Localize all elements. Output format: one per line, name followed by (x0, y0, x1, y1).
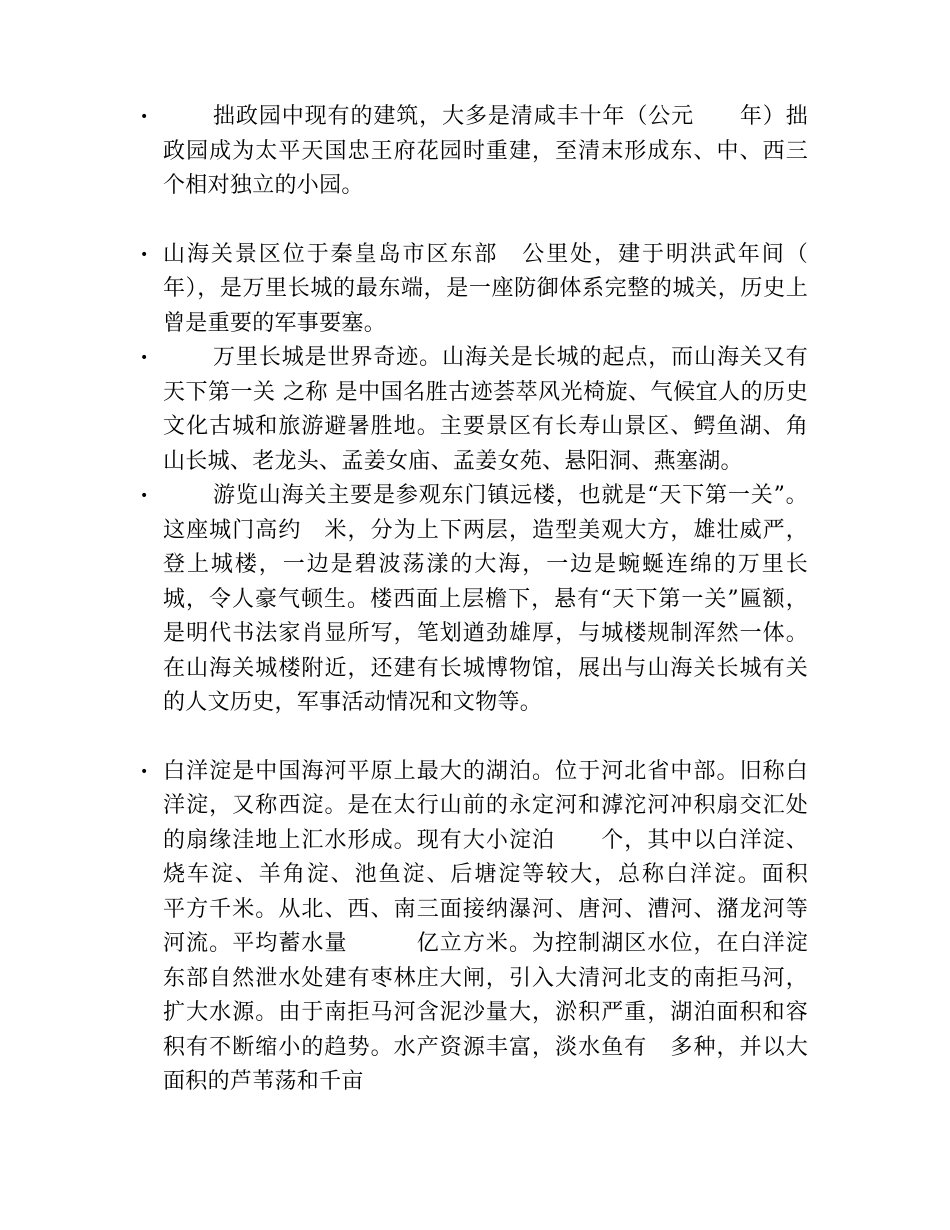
bullet-icon: • (140, 246, 149, 263)
list-item-zhenyuan-tower (0, 479, 808, 721)
bullet-icon: • (140, 350, 149, 366)
list-item-great-wall (0, 341, 808, 479)
paragraph-text: 游览山海关主要是参观东门镇远楼，也就是“天下第一关”。这座城门高约 米，分为上下两层，造型美观大方，雄壮威严，登上城楼，一边是碧波荡漾的大海，一边是蜿蜒连绵的万里长城，令人豪气顿生。楼西面上层檐下，悬有“天下第一关”匾额，是明代书法家肖显所写，笔划遒劲雄厚，与城楼规制浑然一体。在山海关城楼附近，还建有长城博物馆，展出与山海关长城有关的人文历史，军事活动情况和文物等。 (163, 483, 808, 715)
bullet-icon: • (140, 488, 149, 504)
list-item-shanhaiguan-scenic (0, 238, 853, 342)
paragraph-text: 白洋淀是中国海河平原上最大的湖泊。位于河北省中部。旧称白洋淀，又称西淀。是在太行山前的永定河和滹沱河冲积扇交汇处的扇缘洼地上汇水形成。现有大小淀泊 个，其中以白洋淀、烧车淀、羊角淀、池鱼淀、后塘淀等较大，总称白洋淀。面积 平方千米。从北、西、南三面接纳瀑河、唐河、漕河、潴龙河等河流。平均蓄水量 亿立方米。为控制湖区水位，在白洋淀东部自然泄水处建有枣林庄大闸，引入大清河北支的南拒马河，扩大水源。由于南拒马河含泥沙量大，淤积严重，湖泊面积和容积有不断缩小的趋势。水产资源丰富，淡水鱼有 多种，并以大面积的芦苇荡和千亩 (163, 758, 875, 1094)
list-item-baiyangdian (0, 755, 875, 1100)
paragraph-text: 山海关景区位于秦皇岛市区东部 公里处，建于明洪武年间（ 年），是万里长城的最东端，是一座防御体系完整的城关，历史上曾是重要的军事要塞。 (163, 241, 853, 336)
bullet-icon: • (140, 109, 149, 125)
paragraph-text: 万里长城是世界奇迹。山海关是长城的起点，而山海关又有 天下第一关 之称 是中国名胜古迹荟萃风光椅旋、气候宜人的历史文化古城和旅游避暑胜地。主要景区有长寿山景区、鳄鱼湖、角山长城、老龙头、孟姜女庙、孟姜女苑、悬阳洞、燕塞湖。 (163, 345, 808, 474)
bullet-icon: • (140, 763, 149, 780)
paragraph-list (0, 100, 950, 1100)
paragraph-text: 拙政园中现有的建筑，大多是清咸丰十年（公元 年）拙政园成为太平天国忠王府花园时重建，至清末形成东、中、西三个相对独立的小园。 (163, 104, 808, 198)
list-item-zhuozhengyuan (0, 100, 808, 204)
